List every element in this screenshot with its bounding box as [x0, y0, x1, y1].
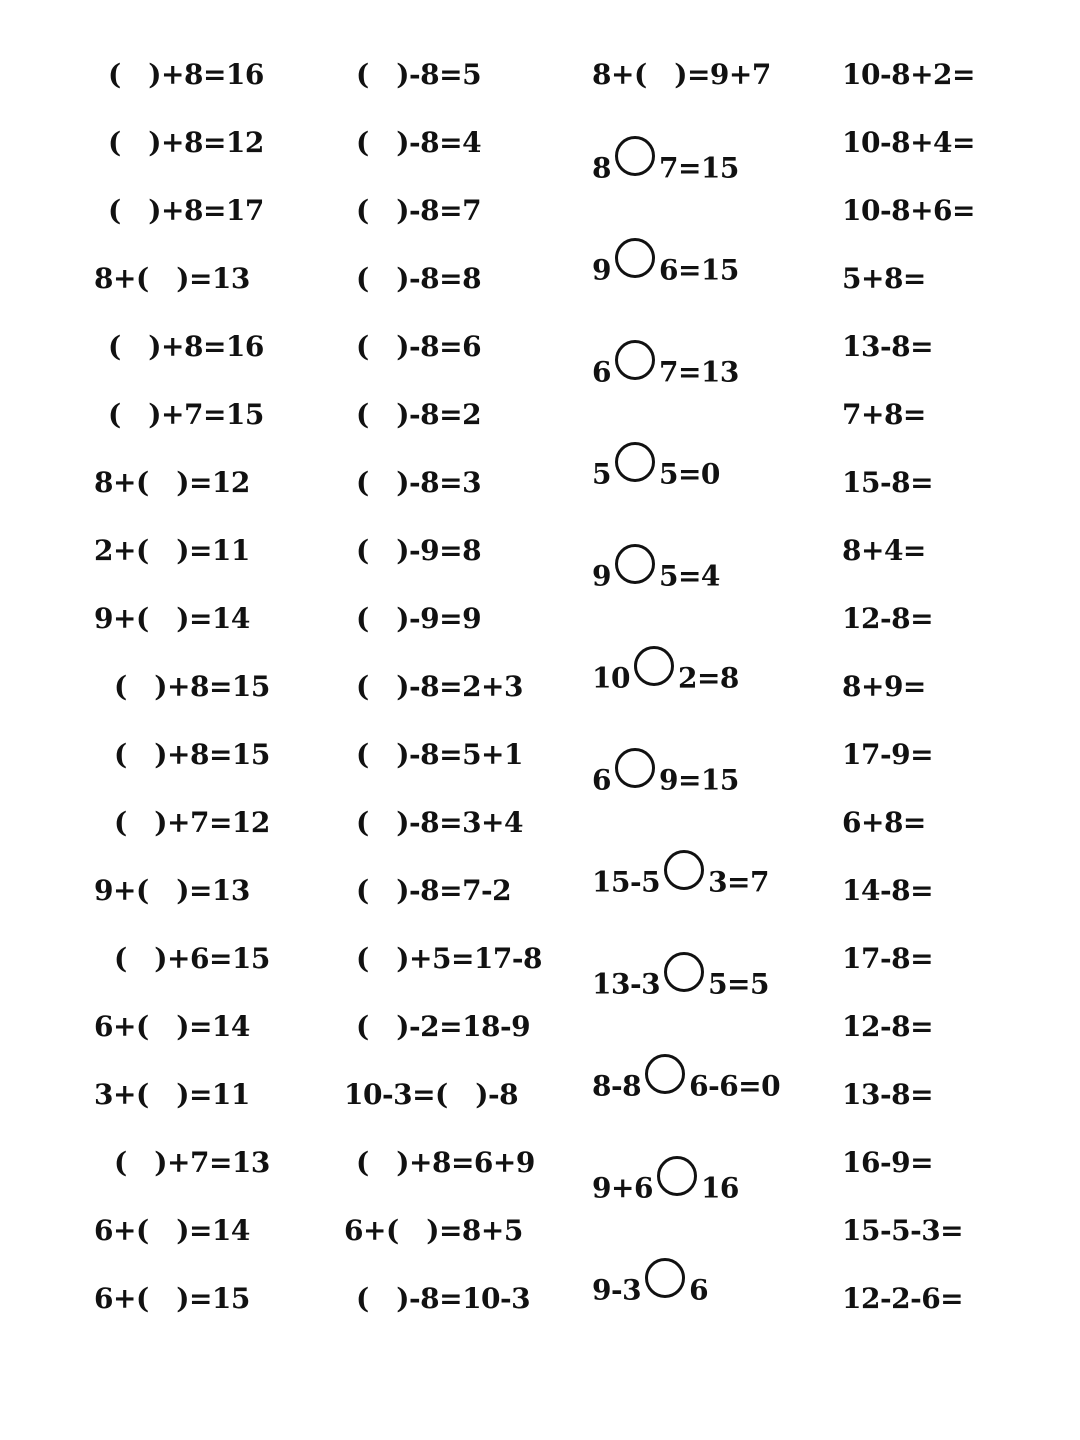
open-paren: ( [108, 58, 121, 91]
close-paren: ) [176, 1282, 189, 1315]
problem-col2 [356, 1281, 530, 1317]
answer-blank[interactable] [136, 601, 189, 637]
problem-col1 [94, 601, 250, 637]
problem-col2 [356, 669, 523, 705]
answer-blank[interactable] [108, 125, 161, 161]
operator-circle[interactable] [634, 646, 674, 686]
expr-right: 2=8 [677, 661, 739, 695]
expr-prefix: 10-3= [344, 1078, 436, 1111]
expr-suffix: -8=4 [409, 126, 482, 159]
problem-col1 [108, 57, 264, 93]
problem-col1 [114, 669, 270, 705]
open-paren: ( [356, 1146, 369, 1179]
expr-suffix: +8=16 [161, 330, 264, 363]
open-paren: ( [114, 806, 127, 839]
problem-col2 [356, 57, 481, 93]
expr-suffix: -2=18-9 [409, 1010, 531, 1043]
expr-suffix: +7=12 [167, 806, 270, 839]
problem-col4 [842, 941, 933, 977]
open-paren: ( [114, 670, 127, 703]
close-paren: ) [176, 1214, 189, 1247]
problem-col4 [842, 873, 933, 909]
problem-col2 [356, 261, 481, 297]
expr-prefix: 9+ [94, 874, 136, 907]
expr-suffix: =12 [188, 466, 250, 499]
open-paren: ( [108, 194, 121, 227]
problem-col2 [356, 397, 481, 433]
expr-suffix: -8=2+3 [409, 670, 523, 703]
expr: 14-8= [842, 874, 934, 907]
open-paren: ( [435, 1078, 448, 1111]
open-paren: ( [114, 942, 127, 975]
answer-blank[interactable] [356, 193, 409, 229]
close-paren: ) [176, 262, 189, 295]
close-paren: ) [396, 874, 409, 907]
open-paren: ( [356, 330, 369, 363]
expr-right: 3=7 [708, 865, 770, 899]
expr-suffix: -8=7 [409, 194, 482, 227]
expr-suffix: +8=17 [161, 194, 264, 227]
close-paren: ) [396, 942, 409, 975]
expr-suffix: -9=9 [409, 602, 482, 635]
open-paren: ( [385, 1214, 399, 1247]
close-paren: ) [396, 534, 409, 567]
answer-blank[interactable] [356, 57, 409, 93]
expr-left: 13-3 [592, 967, 661, 1001]
operator-circle[interactable] [657, 1156, 697, 1196]
problem-col4 [842, 1213, 963, 1249]
answer-blank[interactable] [114, 805, 167, 841]
problem-col1 [94, 1281, 250, 1317]
expr-right: 6-6=0 [689, 1069, 781, 1103]
problem-col1 [94, 533, 250, 569]
problem-col2 [344, 1077, 518, 1113]
open-paren: ( [633, 58, 647, 91]
problem-col3-circle [592, 558, 720, 598]
problem-col4 [842, 397, 926, 433]
expr-right: 16 [700, 1171, 739, 1205]
problem-col1 [108, 125, 264, 161]
expr-suffix: =14 [188, 1010, 250, 1043]
expr: 17-9= [842, 738, 934, 771]
open-paren: ( [114, 738, 127, 771]
expr-right: 6=15 [658, 253, 739, 287]
open-paren: ( [356, 1282, 369, 1315]
close-paren: ) [396, 670, 409, 703]
expr-right: 7=13 [658, 355, 739, 389]
answer-blank[interactable] [356, 261, 409, 297]
open-paren: ( [356, 58, 369, 91]
expr: 17-8= [842, 942, 934, 975]
open-paren: ( [135, 1078, 149, 1111]
open-paren: ( [356, 602, 369, 635]
expr-suffix: +6=15 [167, 942, 270, 975]
operator-circle[interactable] [645, 1054, 685, 1094]
answer-blank[interactable] [356, 1009, 409, 1045]
expr-left: 10 [592, 661, 630, 695]
problem-col3-circle [592, 1170, 739, 1210]
expr-suffix: =13 [188, 874, 250, 907]
expr-suffix: -8=5+1 [409, 738, 523, 771]
operator-circle[interactable] [615, 748, 655, 788]
expr-prefix: 6+ [344, 1214, 386, 1247]
problem-col4 [842, 737, 933, 773]
close-paren: ) [396, 1146, 409, 1179]
expr-suffix: =11 [188, 1078, 250, 1111]
problem-col2 [356, 465, 481, 501]
expr-suffix: =14 [188, 1214, 250, 1247]
answer-blank[interactable] [136, 1281, 189, 1317]
problem-col4 [842, 601, 933, 637]
problem-col4 [842, 57, 975, 93]
expr-left: 8-8 [592, 1069, 642, 1103]
problem-col2 [344, 1213, 523, 1249]
problem-col1 [94, 261, 250, 297]
problem-col2 [356, 533, 481, 569]
open-paren: ( [135, 602, 149, 635]
problem-col1 [94, 465, 250, 501]
open-paren: ( [135, 1214, 149, 1247]
expr-suffix: =14 [188, 602, 250, 635]
problem-col4 [842, 1009, 933, 1045]
answer-blank[interactable] [386, 1213, 439, 1249]
expr-right: 9=15 [658, 763, 739, 797]
expr-suffix: +8=12 [161, 126, 264, 159]
problem-col3-circle [592, 150, 739, 190]
expr-prefix: 6+ [94, 1282, 136, 1315]
close-paren: ) [396, 738, 409, 771]
expr-left: 8 [592, 151, 611, 185]
answer-blank[interactable] [356, 601, 409, 637]
close-paren: ) [674, 58, 687, 91]
open-paren: ( [135, 1010, 149, 1043]
problem-col1 [108, 193, 264, 229]
expr: 10-8+6= [842, 194, 975, 227]
problem-col2 [356, 1145, 535, 1181]
expr-left: 9+6 [592, 1171, 653, 1205]
open-paren: ( [356, 466, 369, 499]
close-paren: ) [396, 58, 409, 91]
expr-suffix: +7=13 [167, 1146, 270, 1179]
expr-suffix: -8=3+4 [409, 806, 523, 839]
close-paren: ) [154, 670, 167, 703]
expr: 13-8= [842, 330, 934, 363]
expr-suffix: -8=8 [409, 262, 482, 295]
expr: 16-9= [842, 1146, 934, 1179]
close-paren: ) [396, 126, 409, 159]
answer-blank[interactable] [108, 397, 161, 433]
expr-suffix: =13 [188, 262, 250, 295]
answer-blank[interactable] [136, 873, 189, 909]
answer-blank[interactable] [108, 329, 161, 365]
expr-prefix: 6+ [94, 1214, 136, 1247]
problem-col1 [94, 1009, 250, 1045]
open-paren: ( [135, 1282, 149, 1315]
answer-blank[interactable] [108, 57, 161, 93]
problem-col1 [108, 397, 264, 433]
answer-blank[interactable] [356, 533, 409, 569]
open-paren: ( [356, 1010, 369, 1043]
problem-col3-first [592, 57, 771, 93]
problem-col1 [114, 1145, 270, 1181]
problem-col3-circle [592, 762, 739, 802]
problem-col1 [114, 941, 270, 977]
expr-suffix: -8=7-2 [409, 874, 512, 907]
open-paren: ( [356, 806, 369, 839]
open-paren: ( [356, 262, 369, 295]
problem-col3-circle [592, 864, 769, 904]
expr-right: 5=0 [658, 457, 720, 491]
close-paren: ) [154, 738, 167, 771]
expr: 8+9= [842, 670, 926, 703]
problem-col4 [842, 261, 926, 297]
operator-circle[interactable] [645, 1258, 685, 1298]
problem-col4 [842, 329, 933, 365]
expr-prefix: 9+ [94, 602, 136, 635]
problem-col4 [842, 125, 975, 161]
problem-col2 [356, 805, 523, 841]
answer-blank[interactable] [356, 805, 409, 841]
open-paren: ( [135, 262, 149, 295]
expr-suffix: -9=8 [409, 534, 482, 567]
expr-prefix: 8+ [94, 466, 136, 499]
open-paren: ( [356, 398, 369, 431]
close-paren: ) [148, 398, 161, 431]
close-paren: ) [396, 194, 409, 227]
problem-col2 [356, 125, 481, 161]
answer-blank[interactable] [356, 941, 409, 977]
problem-col2 [356, 601, 481, 637]
problem-col2 [356, 737, 523, 773]
close-paren: ) [396, 806, 409, 839]
expr-suffix: -8=6 [409, 330, 482, 363]
expr: 12-8= [842, 602, 934, 635]
open-paren: ( [108, 398, 121, 431]
open-paren: ( [356, 738, 369, 771]
expr-suffix: =8+5 [438, 1214, 523, 1247]
expr-left: 9 [592, 559, 611, 593]
expr: 12-8= [842, 1010, 934, 1043]
expr-suffix: +5=17-8 [409, 942, 542, 975]
answer-blank[interactable] [356, 125, 409, 161]
open-paren: ( [356, 942, 369, 975]
answer-blank[interactable] [356, 1145, 409, 1181]
expr: 10-8+2= [842, 58, 975, 91]
close-paren: ) [148, 58, 161, 91]
problem-col2 [356, 941, 542, 977]
close-paren: ) [154, 1146, 167, 1179]
expr-prefix: 3+ [94, 1078, 136, 1111]
expr: 10-8+4= [842, 126, 975, 159]
close-paren: ) [396, 330, 409, 363]
answer-blank[interactable] [136, 533, 189, 569]
expr-right: 7=15 [658, 151, 739, 185]
problem-col2 [356, 1009, 530, 1045]
answer-blank[interactable] [356, 329, 409, 365]
answer-blank[interactable] [356, 873, 409, 909]
operator-circle[interactable] [615, 136, 655, 176]
open-paren: ( [356, 670, 369, 703]
expr-prefix: 6+ [94, 1010, 136, 1043]
operator-circle[interactable] [615, 442, 655, 482]
expr-left: 6 [592, 355, 611, 389]
expr-left: 6 [592, 763, 611, 797]
expr-left: 5 [592, 457, 611, 491]
answer-blank[interactable] [634, 57, 687, 93]
problem-col4 [842, 1281, 963, 1317]
expr: 7+8= [842, 398, 926, 431]
expr-left: 15-5 [592, 865, 661, 899]
close-paren: ) [148, 126, 161, 159]
close-paren: ) [396, 1282, 409, 1315]
problem-col1 [108, 329, 264, 365]
close-paren: ) [475, 1078, 489, 1111]
answer-blank[interactable] [356, 737, 409, 773]
expr-suffix: +8=6+9 [409, 1146, 535, 1179]
close-paren: ) [154, 806, 167, 839]
expr-suffix: -8=3 [409, 466, 482, 499]
problem-col3-circle [592, 354, 739, 394]
answer-blank[interactable] [356, 465, 409, 501]
expr: 15-5-3= [842, 1214, 964, 1247]
open-paren: ( [108, 330, 121, 363]
answer-blank[interactable] [136, 1077, 189, 1113]
close-paren: ) [396, 466, 409, 499]
close-paren: ) [396, 262, 409, 295]
operator-circle[interactable] [615, 544, 655, 584]
operator-circle[interactable] [615, 340, 655, 380]
expr-right: 5=5 [708, 967, 770, 1001]
expr-suffix: +8=15 [167, 670, 270, 703]
expr: 8+4= [842, 534, 926, 567]
close-paren: ) [176, 602, 189, 635]
problem-col1 [94, 873, 250, 909]
open-paren: ( [135, 466, 149, 499]
open-paren: ( [356, 874, 369, 907]
expr: 13-8= [842, 1078, 934, 1111]
expr-suffix: =15 [188, 1282, 250, 1315]
problem-col4 [842, 193, 975, 229]
problem-col3-circle [592, 252, 739, 292]
problem-col1 [114, 805, 270, 841]
close-paren: ) [396, 398, 409, 431]
expr-left: 9 [592, 253, 611, 287]
expr-suffix: -8=5 [409, 58, 482, 91]
close-paren: ) [154, 942, 167, 975]
open-paren: ( [356, 126, 369, 159]
problem-col1 [114, 737, 270, 773]
expr-suffix: -8 [488, 1078, 519, 1111]
expr-suffix: +8=15 [167, 738, 270, 771]
expr: 12-2-6= [842, 1282, 964, 1315]
open-paren: ( [114, 1146, 127, 1179]
close-paren: ) [396, 1010, 409, 1043]
answer-blank[interactable] [136, 1009, 189, 1045]
close-paren: ) [426, 1214, 439, 1247]
expr-prefix: 8+ [592, 58, 634, 91]
problem-col4 [842, 533, 926, 569]
expr-suffix: +8=16 [161, 58, 264, 91]
expr-left: 9-3 [592, 1273, 642, 1307]
expr-suffix: +7=15 [161, 398, 264, 431]
answer-blank[interactable] [114, 1145, 167, 1181]
answer-blank[interactable] [435, 1077, 488, 1113]
expr-right: 5=4 [658, 559, 720, 593]
problem-col3-circle [592, 966, 769, 1006]
open-paren: ( [108, 126, 121, 159]
answer-blank[interactable] [114, 941, 167, 977]
problem-col2 [356, 193, 481, 229]
expr: 6+8= [842, 806, 926, 839]
open-paren: ( [356, 534, 369, 567]
expr-suffix: =11 [188, 534, 250, 567]
answer-blank[interactable] [136, 1213, 189, 1249]
problem-col4 [842, 465, 933, 501]
expr-prefix: 8+ [94, 262, 136, 295]
answer-blank[interactable] [114, 737, 167, 773]
operator-circle[interactable] [615, 238, 655, 278]
problem-col3-circle [592, 1272, 708, 1312]
problem-col2 [356, 329, 481, 365]
close-paren: ) [176, 874, 189, 907]
open-paren: ( [135, 534, 149, 567]
expr-right: 6 [689, 1273, 709, 1307]
answer-blank[interactable] [356, 1281, 409, 1317]
close-paren: ) [176, 1078, 189, 1111]
expr-suffix: =9+7 [686, 58, 771, 91]
expr: 15-8= [842, 466, 934, 499]
expr-suffix: -8=2 [409, 398, 482, 431]
answer-blank[interactable] [356, 669, 409, 705]
problem-col4 [842, 669, 926, 705]
close-paren: ) [176, 534, 189, 567]
open-paren: ( [135, 874, 149, 907]
open-paren: ( [356, 194, 369, 227]
operator-circle[interactable] [664, 952, 704, 992]
answer-blank[interactable] [114, 669, 167, 705]
problem-col3-circle [592, 660, 739, 700]
problem-col1 [94, 1213, 250, 1249]
close-paren: ) [176, 1010, 189, 1043]
close-paren: ) [176, 466, 189, 499]
answer-blank[interactable] [108, 193, 161, 229]
problem-col1 [94, 1077, 250, 1113]
expr-suffix: -8=10-3 [409, 1282, 531, 1315]
problem-col4 [842, 1145, 933, 1181]
close-paren: ) [148, 194, 161, 227]
problem-col3-circle [592, 1068, 780, 1108]
answer-blank[interactable] [356, 397, 409, 433]
answer-blank[interactable] [136, 261, 189, 297]
problem-col4 [842, 805, 926, 841]
problem-col2 [356, 873, 511, 909]
operator-circle[interactable] [664, 850, 704, 890]
problem-col3-circle [592, 456, 720, 496]
answer-blank[interactable] [136, 465, 189, 501]
expr: 5+8= [842, 262, 926, 295]
close-paren: ) [396, 602, 409, 635]
expr-prefix: 2+ [94, 534, 136, 567]
problem-col4 [842, 1077, 933, 1113]
close-paren: ) [148, 330, 161, 363]
